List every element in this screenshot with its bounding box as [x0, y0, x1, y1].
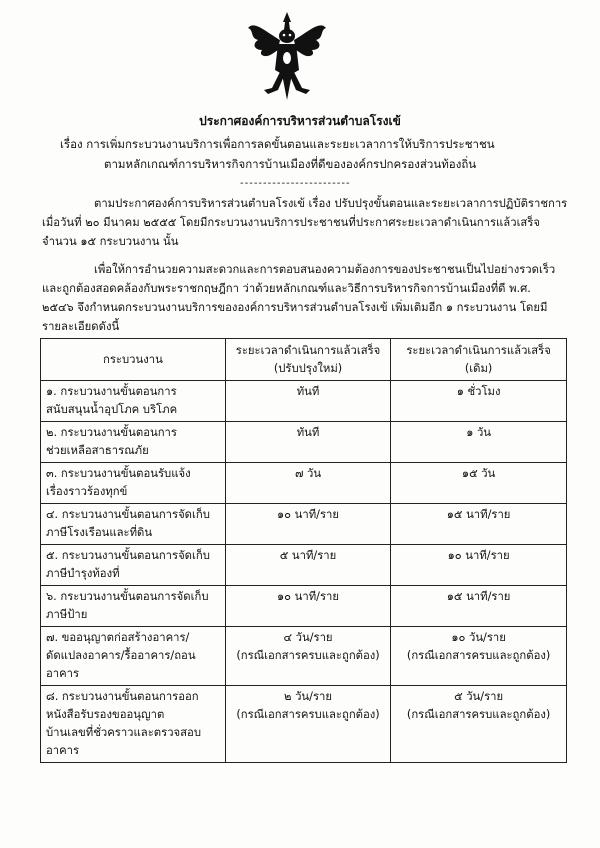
- header-new-line-1: ระยะเวลาดำเนินการแล้วเสร็จ: [235, 343, 381, 357]
- process-cell-line: ๒. กระบวนงานขั้นตอนการ: [46, 426, 177, 439]
- new-duration-cell: [225, 686, 390, 763]
- new-duration-cell-line: ทันที: [296, 426, 320, 439]
- process-cell: [41, 545, 226, 586]
- old-duration-cell-line: (กรณีเอกสารครบและถูกต้อง): [406, 708, 551, 721]
- new-duration-cell-line: ๑๐ นาที/ราย: [277, 590, 340, 603]
- header-new-duration: [225, 339, 390, 381]
- paragraph-2-line-2: และถูกต้องสอดคล้องกับพระราชกฤษฎีกา ว่าด้วยหลักเกณฑ์และวิธีการบริหารกิจการบ้านเมืองที่ดี พ.ศ.: [42, 282, 531, 295]
- process-cell-line: ภาษีโรงเรือนและที่ดิน: [46, 526, 153, 539]
- process-cell-line: ๕. กระบวนงานขั้นตอนการจัดเก็บ: [46, 549, 210, 562]
- paragraph-2-line-1: เพื่อให้การอำนวยความสะดวกและการตอบสนองความต้องการของประชาชนเป็นไปอย่างรวดเร็ว: [94, 263, 556, 276]
- paragraph-1-line-3: จำนวน ๑๕ กระบวนงาน นั้น: [42, 235, 179, 248]
- process-cell-line: ๗. ขออนุญาตก่อสร้างอาคาร/: [46, 631, 190, 644]
- paragraph-1-line-1: ตามประกาศองค์การบริหารส่วนตำบลโรงเข้ เรื่อง ปรับปรุงขั้นตอนและระยะเวลาการปฏิบัติราชการ: [94, 197, 568, 210]
- old-duration-cell-line: (กรณีเอกสารครบและถูกต้อง): [406, 649, 551, 662]
- process-cell-line: ภาษีบำรุงท้องที่: [46, 567, 120, 580]
- old-duration-cell-line: ๑ ชั่วโมง: [456, 385, 501, 398]
- process-cell-line: ภาษีป้าย: [46, 608, 88, 621]
- old-duration-cell-line: ๑ วัน: [466, 426, 492, 439]
- old-duration-cell: [391, 686, 567, 763]
- process-cell-line: บ้านเลขที่ชั่วคราวและตรวจสอบ: [46, 726, 202, 739]
- table-body: [41, 381, 567, 763]
- table-row: [41, 545, 567, 586]
- process-cell-line: สนับสนุนน้ำอุปโภค บริโภค: [46, 403, 178, 416]
- old-duration-cell: [391, 381, 567, 422]
- new-duration-cell-line: ๔ วัน/ราย: [283, 631, 333, 644]
- subject-line-2: ตามหลักเกณฑ์การบริหารกิจการบ้านเมืองที่ดีขององค์กรปกครองส่วนท้องถิ่น: [104, 157, 477, 171]
- process-cell-line: อาคาร: [46, 667, 80, 680]
- new-duration-cell: [225, 422, 390, 463]
- process-cell: [41, 504, 226, 545]
- header-old-line-2: (เดิม): [464, 361, 493, 375]
- process-cell-line: ๓. กระบวนงานขั้นตอนรับแจ้ง: [46, 467, 191, 480]
- process-cell-line: ดัดแปลงอาคาร/รื้ออาคาร/ถอน: [46, 649, 196, 662]
- paragraph-2-line-3: ๒๕๔๖ จึงกำหนดกระบวนงานบริการขององค์การบริหารส่วนตำบลโรงเข้ เพิ่มเติมอีก ๑ กระบวนงาน โดยมี: [42, 301, 548, 314]
- header-old-duration: [391, 339, 567, 381]
- paragraph-2: [42, 260, 562, 336]
- process-cell: [41, 686, 226, 763]
- process-cell-line: ๑. กระบวนงานขั้นตอนการ: [46, 385, 177, 398]
- subject-line-1: เรื่อง การเพิ่มกระบวนงานบริการเพื่อการลดขั้นตอนและระยะเวลาการให้บริการประชาชน: [60, 137, 495, 151]
- new-duration-cell: [225, 627, 390, 686]
- process-cell-line: หนังสือรับรองขออนุญาต: [46, 708, 165, 721]
- new-duration-cell-line: ทันที: [296, 385, 320, 398]
- old-duration-cell: [391, 545, 567, 586]
- process-cell-line: ๔. กระบวนงานขั้นตอนการจัดเก็บ: [46, 508, 210, 521]
- old-duration-cell-line: ๑๕ วัน: [461, 467, 496, 480]
- process-cell: [41, 381, 226, 422]
- paragraph-1-line-2: เมื่อวันที่ ๒๐ มีนาคม ๒๕๕๕ โดยมีกระบวนงานบริการประชาชนที่ประกาศระยะเวลาดำเนินการแล้วเสร็จ: [42, 216, 541, 229]
- new-duration-cell: [225, 381, 390, 422]
- process-cell-line: อาคาร: [46, 744, 80, 757]
- header-process-label: กระบวนงาน: [103, 352, 163, 366]
- new-duration-cell: [225, 545, 390, 586]
- table-row: [41, 463, 567, 504]
- old-duration-cell-line: ๕ วัน/ราย: [454, 690, 504, 703]
- process-cell: [41, 586, 226, 627]
- process-cell-line: ๘. กระบวนงานขั้นตอนการออก: [46, 690, 199, 703]
- header-process: [41, 339, 226, 381]
- old-duration-cell-line: ๑๐ วัน/ราย: [451, 631, 506, 644]
- announcement-title: ประกาศองค์การบริหารส่วนตำบลโรงเข้: [199, 114, 401, 128]
- new-duration-cell-line: ๕ นาที/ราย: [279, 549, 337, 562]
- old-duration-cell: [391, 504, 567, 545]
- new-duration-cell-line: ๒ วัน/ราย: [284, 690, 332, 703]
- old-duration-cell-line: ๑๕ นาที/ราย: [446, 590, 511, 603]
- table-row: [41, 381, 567, 422]
- process-cell: [41, 627, 226, 686]
- process-cell: [41, 463, 226, 504]
- old-duration-cell: [391, 586, 567, 627]
- old-duration-cell: [391, 463, 567, 504]
- table-row: [41, 422, 567, 463]
- new-duration-cell-line: (กรณีเอกสารครบและถูกต้อง): [236, 708, 380, 721]
- new-duration-cell: [225, 586, 390, 627]
- table-row: [41, 686, 567, 763]
- paragraph-1: [42, 194, 568, 251]
- header-old-line-1: ระยะเวลาดำเนินการแล้วเสร็จ: [406, 343, 551, 357]
- old-duration-cell: [391, 422, 567, 463]
- paragraph-2-line-4: รายละเอียดดังนี้: [42, 320, 120, 333]
- new-duration-cell-line: ๗ วัน: [294, 467, 322, 480]
- old-duration-cell-line: ๑๕ นาที/ราย: [446, 508, 511, 521]
- table-row: [41, 504, 567, 545]
- garuda-emblem-icon: [244, 10, 330, 104]
- separator: ------------------------: [240, 178, 351, 189]
- process-cell-line: เรื่องราวร้องทุกข์: [46, 485, 128, 498]
- new-duration-cell: [225, 463, 390, 504]
- old-duration-cell: [391, 627, 567, 686]
- old-duration-cell-line: ๑๐ นาที/ราย: [447, 549, 510, 562]
- header-new-line-2: (ปรับปรุงใหม่): [273, 361, 343, 375]
- table-row: [41, 627, 567, 686]
- process-table: [40, 338, 567, 763]
- new-duration-cell: [225, 504, 390, 545]
- table-header-row: [41, 339, 567, 381]
- new-duration-cell-line: (กรณีเอกสารครบและถูกต้อง): [236, 649, 380, 662]
- new-duration-cell-line: ๑๐ นาที/ราย: [277, 508, 340, 521]
- process-cell-line: ช่วยเหลือสาธารณภัย: [46, 444, 149, 457]
- table-row: [41, 586, 567, 627]
- subject-block: [60, 134, 560, 174]
- process-cell: [41, 422, 226, 463]
- process-cell-line: ๖. กระบวนงานขั้นตอนการจัดเก็บ: [46, 590, 209, 603]
